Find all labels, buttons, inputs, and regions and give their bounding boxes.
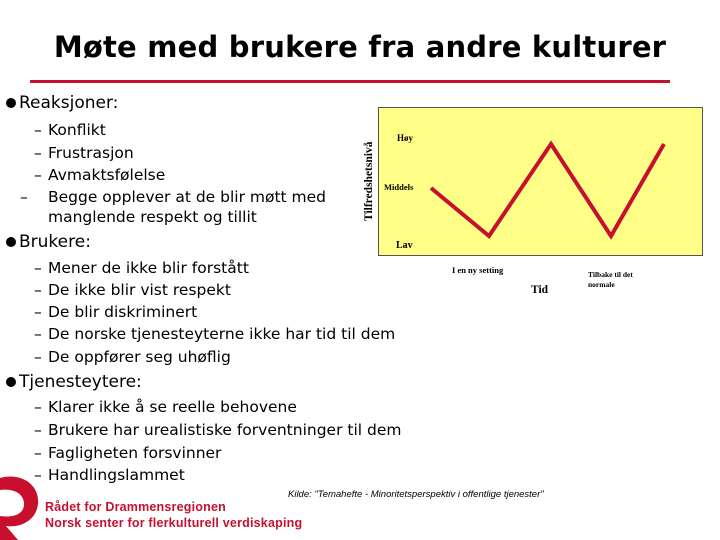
bullet-dot	[6, 237, 16, 247]
sub-bullet: – Avmaktsfølelse	[34, 166, 166, 184]
section-heading-reaksjoner: Reaksjoner:	[19, 93, 119, 113]
svg-text:Tilfredshetsnivå: Tilfredshetsnivå	[363, 141, 375, 221]
sub-bullet: – Begge opplever at de blir møtt med manglende respekt og tillit	[20, 188, 327, 226]
bullet-dot	[6, 98, 16, 108]
logo-line-1: Rådet for Drammensregionen	[45, 500, 226, 514]
annotation-back-to-normal: Tilbake til det normale	[588, 270, 633, 289]
sub-bullet: – De ikke blir vist respekt	[34, 281, 231, 299]
sub-bullet: – De blir diskriminert	[34, 303, 198, 321]
bullet-tjenesteytere	[6, 372, 142, 392]
sub-bullet: – Klarer ikke å se reelle behovene	[34, 398, 297, 416]
level-label-mid: Middels	[384, 182, 414, 192]
annotation-new-setting: I en ny setting	[452, 265, 504, 275]
sub-bullet: – Frustrasjon	[34, 144, 134, 162]
level-label-high: Høy	[397, 133, 414, 143]
logo-icon	[0, 470, 44, 540]
sub-bullet: – De norske tjenesteyterne ikke har tid til dem	[34, 325, 396, 343]
satisfaction-diagram	[378, 107, 703, 256]
satisfaction-curve	[431, 144, 664, 236]
title-underline	[30, 80, 670, 83]
y-axis-label	[355, 110, 379, 222]
sub-bullet: – Mener de ikke blir forstått	[34, 259, 249, 277]
diagram-canvas	[379, 108, 702, 255]
logo-line-2: Norsk senter for flerkulturell verdiskaping	[45, 516, 303, 530]
sub-bullet: – Konflikt	[34, 121, 106, 139]
x-axis-label: Tid	[531, 284, 549, 296]
section-heading-tjenesteytere: Tjenesteytere:	[19, 372, 142, 392]
level-label-low: Lav	[396, 240, 413, 251]
bullet-reaksjoner	[6, 93, 118, 113]
sub-bullet: – Handlingslammet	[34, 466, 185, 484]
sub-bullet: – Fagligheten forsvinner	[34, 444, 222, 462]
slide-title: Møte med brukere fra andre kulturer	[53, 30, 667, 64]
bullet-dot	[6, 377, 16, 387]
sub-bullet: – Brukere har urealistiske forventninger til dem	[34, 421, 402, 439]
source-citation: Kilde: "Temahefte - Minoritetsperspektiv i offentlige tjenester"	[288, 489, 544, 500]
section-heading-brukere: Brukere:	[19, 232, 91, 252]
sub-bullet: – De oppfører seg uhøflig	[34, 348, 231, 366]
bullet-brukere	[6, 232, 91, 252]
